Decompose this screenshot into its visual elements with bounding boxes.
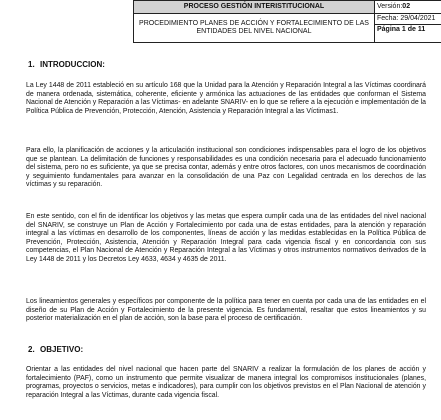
date-cell bbox=[375, 14, 441, 25]
section-heading-objetivo bbox=[28, 345, 83, 355]
page-total: 11 bbox=[417, 25, 426, 33]
section-heading-introduccion bbox=[28, 60, 105, 70]
version-label: Versión: bbox=[377, 3, 403, 11]
procedure-title: PROCEDIMIENTO PLANES DE ACCIÓN Y FORTALECIMIENTO DE LAS ENTIDADES DEL NIVEL NACIONAL bbox=[134, 14, 375, 43]
section-title: OBJETIVO: bbox=[40, 345, 84, 354]
objective-paragraph-1: Orientar a las entidades del nivel nacional que hacen parte del SNARIV a realizar la formulación de los planes de acción y fortalecimiento (PAF), como un instrumento que permite visualizar de manera integral los compromisos institucionales (planes, programas, proyectos o servicios, metas e indicadores), para cumplir con los objetivos previstos en el Plan Nacional de atención y reparación Integral a las Víctimas, durante cada vigencia fiscal. bbox=[26, 366, 426, 399]
page-current: 1 bbox=[401, 25, 406, 33]
section-title: INTRODUCCION: bbox=[40, 60, 105, 69]
version-value: 02 bbox=[402, 3, 411, 11]
version-cell bbox=[375, 1, 441, 14]
date-page-cell bbox=[375, 14, 441, 43]
page-of: de bbox=[405, 25, 418, 33]
intro-paragraph-2: Para ello, la planificación de acciones y la articulación institucional son condiciones indispensables para el logro de los objetivos que se plantean. La delimitación de funciones y responsabilidades es una condición necesaria para el adecuado funcionamiento del sistema, pero no es suficiente, ya que se precisa contar, además y entre otros factores, con unos mecanismos de coordinación y seguimiento fundamentales para avanzar en la consolidación de una Paz con Legalidad centrada en los derechos de las víctimas y su reparación. bbox=[26, 147, 426, 188]
intro-paragraph-4: Los lineamientos generales y específicos por componente de la política para tener en cuenta por cada una de las entidades en el diseño de su Plan de Acción y Fortalecimiento de la presente vigencia. Es fundamental, resaltar que estos lineamientos y su posterior materialización en el plan de acción, son la base para el proceso de certificación. bbox=[26, 298, 426, 322]
page-number bbox=[375, 25, 441, 35]
intro-paragraph-1: La Ley 1448 de 2011 estableció en su artículo 168 que la Unidad para la Atención y Reparación Integral a las Víctimas coordinará de manera ordenada, sistemática, coherente, eficiente y armónica las actuaciones de las entidades que conforman el Sistema Nacional de Atención y Reparación a las Víctimas- en adelante SNARIV- en lo que se refiere a la ejecución e implementación de la Política Pública de Prevención, Protección, Atención, Asistencia y Reparación Integral a las Víctimas1. bbox=[26, 82, 426, 115]
section-number: 1. bbox=[28, 60, 35, 69]
date-value: 29/04/2021 bbox=[400, 15, 436, 22]
process-title: PROCESO GESTIÓN INTERISTITUCIONAL bbox=[134, 1, 375, 14]
section-number: 2. bbox=[28, 345, 35, 354]
document-header-table bbox=[133, 0, 441, 43]
page-label: Página bbox=[377, 25, 402, 33]
intro-paragraph-3: En este sentido, con el fin de identificar los objetivos y las metas que espera cumplir cada una de las entidades del nivel nacional del SNARIV, se construye un Plan de Acción y Fortalecimiento por cada una de estas entidades, para la atención y reparación integral a las víctimas en desarrollo de los componentes, líneas de acción y las medidas establecidas en la Política Pública de Prevención, Protección, Asistencia, Atención y Reparación Integral para cada vigencia fiscal y en concordancia con sus competencias, el Plan Nacional de Atención y Reparación Integral a las Víctimas y otros instrumentos normativos derivados de la Ley 1448 de 2011 y los Decretos Ley 4633, 4634 y 4635 de 2011. bbox=[26, 213, 426, 263]
date-label: Fecha: bbox=[377, 15, 399, 22]
